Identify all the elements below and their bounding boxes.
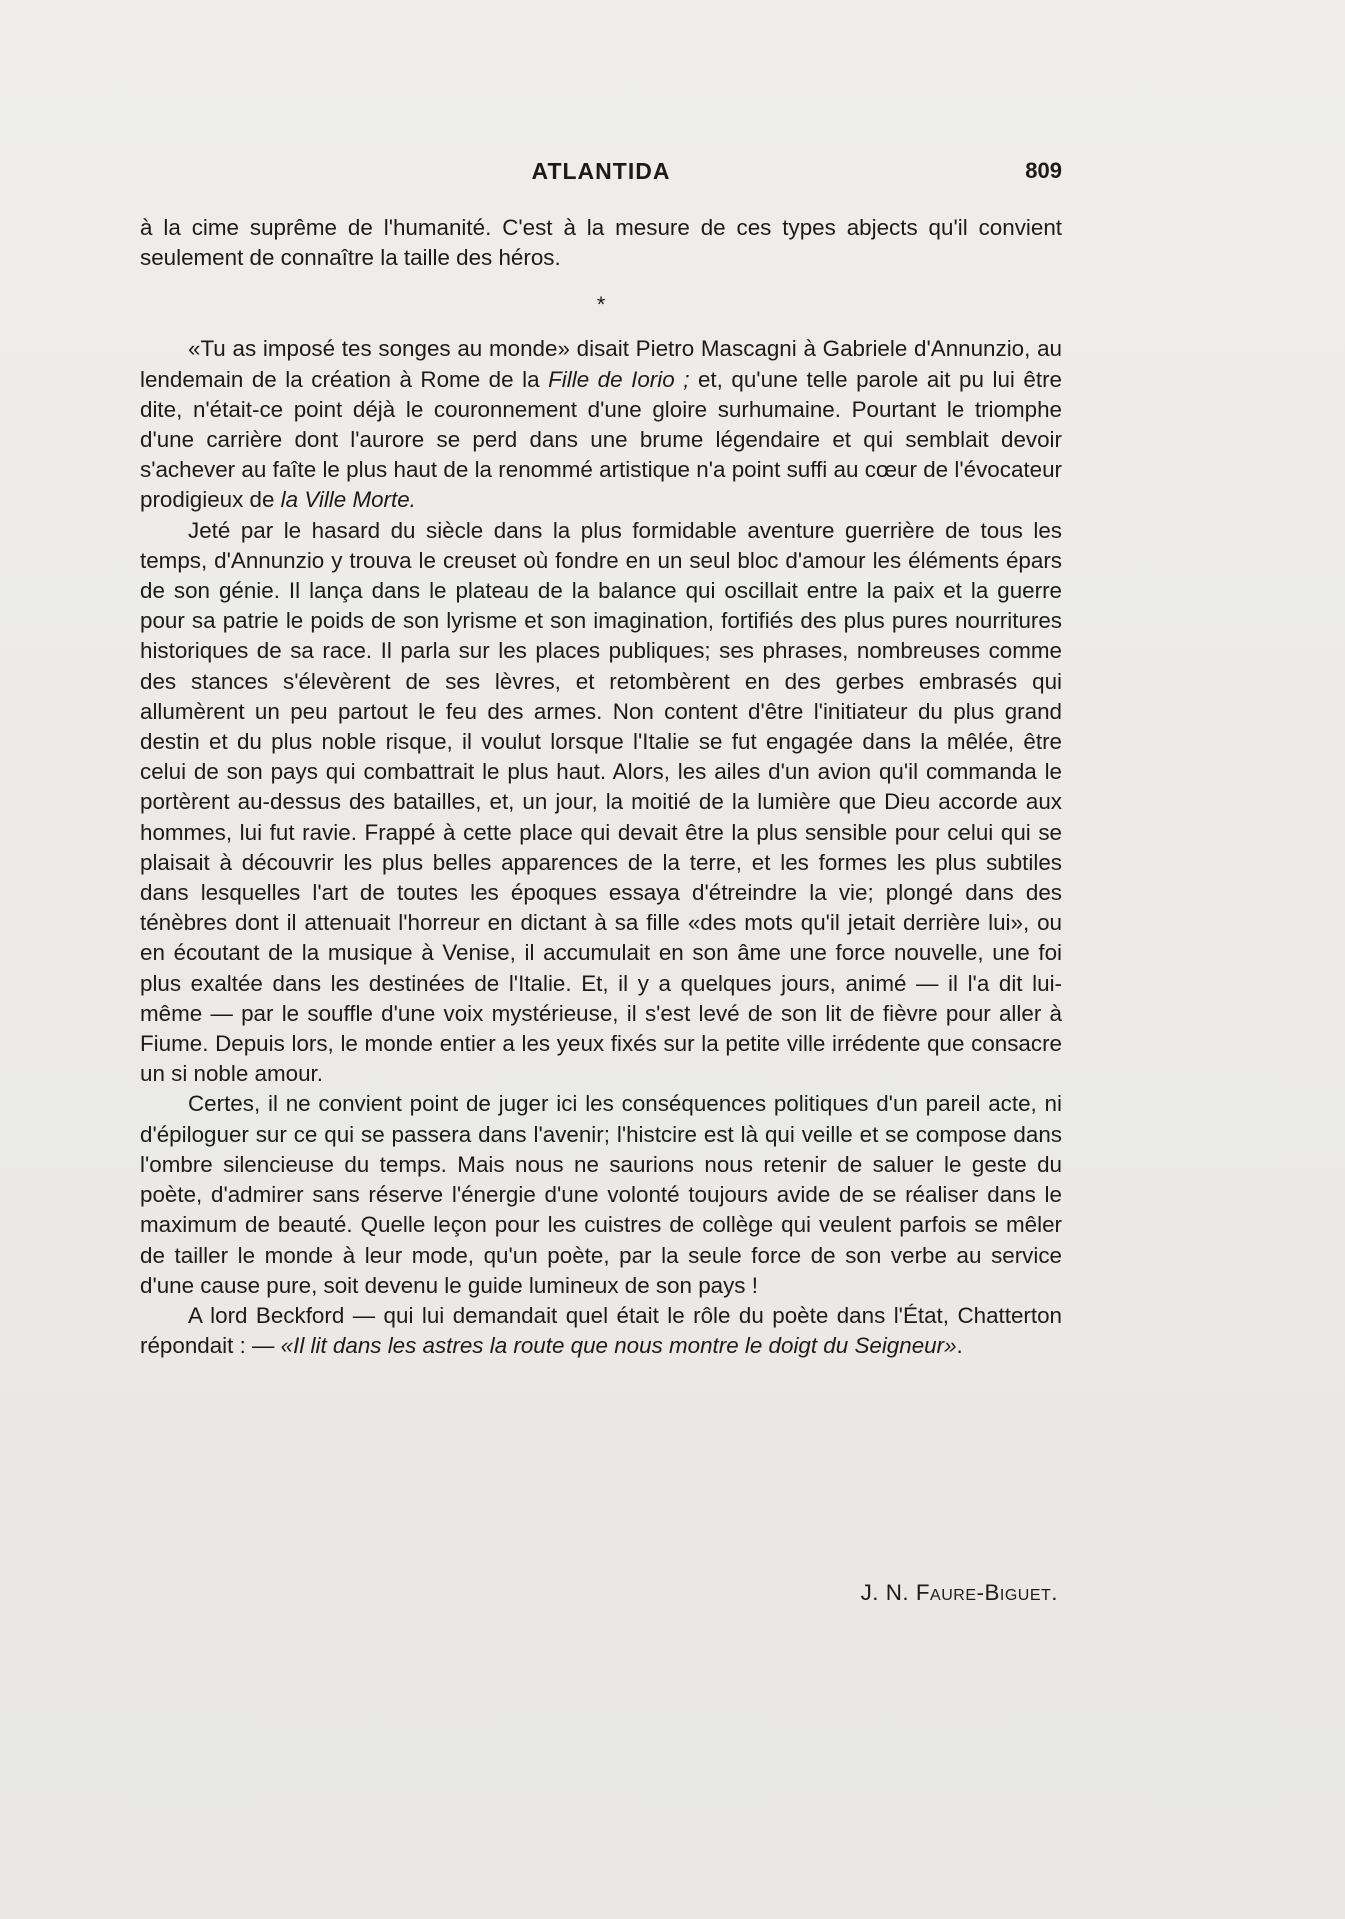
paragraph-text: «Tu as imposé tes songes au monde» disait Pietro Mascagni à Gabriele d'Annunzio, au lendemain de la création à Rome de la [140, 336, 1062, 392]
italic-quote-chatterton: «Il lit dans les astres la route que nous montre le doigt du Seigneur» [280, 1333, 957, 1359]
paragraph-text: A lord Beckford — qui lui demandait quel était le rôle du poète dans l'État, Chatterton répondait : — [140, 1302, 1062, 1359]
paragraph-continued: à la cime suprême de l'humanité. C'est à la mesure de ces types abjects qu'il convient seulement de connaître la taille des héros. [140, 215, 1062, 271]
paragraph-text: . [956, 1333, 963, 1359]
italic-title-fille-de-iorio: Fille de Iorio ; [548, 366, 690, 392]
paragraph-beckford [140, 1301, 1062, 1361]
running-title: ATLANTIDA [531, 158, 671, 184]
paragraph-war: Jeté par le hasard du siècle dans la plus formidable aventure guerrière de tous les temps, d'Annunzio y trouva le creuset où fondre en un seul bloc d'amour les éléments épars de son génie. Il lança dans le plateau de la balance qui oscillait entre la paix et la guerre pour sa patrie le poids de son lyrisme et son imagination, fortifiés des plus pures nourritures historiques de sa race. Il parla sur les places publiques; ses phrases, nombreuses comme des stances s'élevèrent de ses lèvres, et retombèrent en des gerbes embrasés qui allumèrent un peu partout le feu des armes. Non content d'être l'initiateur du plus grand destin et du plus noble risque, il voulut lorsque l'Italie se fut engagée dans la mêlée, être celui de son pays qui combattrait le plus haut. Alors, les ailes d'un avion qu'il commanda le portèrent au-dessus des batailles, et, un jour, la moitié de la lumière que Dieu accorde aux hommes, lui fut ravie. Frappé à cette place qui devait être la plus sensible pour celui qui se plaisait à découvrir les plus belles apparences de la terre, et les formes les plus subtiles dans lesquelles l'art de toutes les époques essaya d'étreindre la vie; plongé dans des ténèbres dont il attenuait l'horreur en dictant à sa fille «des mots qu'il jetait derrière lui», ou en écoutant de la musique à Venise, il accumulait en son âme une force nouvelle, une foi plus exaltée dans les destinées de l'Italie. Et, il y a quelques jours, animé — il l'a dit lui-même — par le souffle d'une voix mystérieuse, il s'est levé de son lit de fièvre pour aller à Fiume. Depuis lors, le monde entier a les yeux fixés sur la petite ville irrédente que consacre un si noble amour. [140, 517, 1062, 1087]
paragraph-mascagni-quote [140, 334, 1062, 515]
author-signature: J. N. Faure-Biguet. [860, 1580, 1058, 1605]
italic-title-ville-morte: la Ville Morte. [280, 487, 416, 513]
article-body [140, 213, 1062, 1361]
page-number: 809 [1025, 158, 1062, 183]
paragraph-certes: Certes, il ne convient point de juger ici les conséquences politiques d'un pareil acte, ni d'épiloguer sur ce qui se passera dans l'avenir; l'histcire est là qui veille et se compose dans l'ombre silencieuse du temps. Mais nous ne saurions nous retenir de saluer le geste du poète, d'admirer sans réserve l'énergie d'une volonté toujours avide de se réaliser dans le maximum de beauté. Quelle leçon pour les cuistres de collège qui veulent parfois se mêler de tailler le monde à leur mode, qu'un poète, par la seule force de son verbe au service d'une cause pure, soit devenu le guide lumineux de son pays ! [140, 1091, 1062, 1298]
page-header [140, 158, 1062, 192]
paragraph-text: et, qu'une telle parole ait pu lui être dite, n'était-ce point déjà le couronnement d'une gloire surhumaine. Pourtant le triomphe d'une carrière dont l'aurore se perd dans une brume légendaire et qui semblait devoir s'achever au faîte le plus haut de la renommé artistique n'a point suffi au cœur de l'évocateur prodigieux de [140, 366, 1062, 513]
section-separator: * [596, 292, 606, 318]
